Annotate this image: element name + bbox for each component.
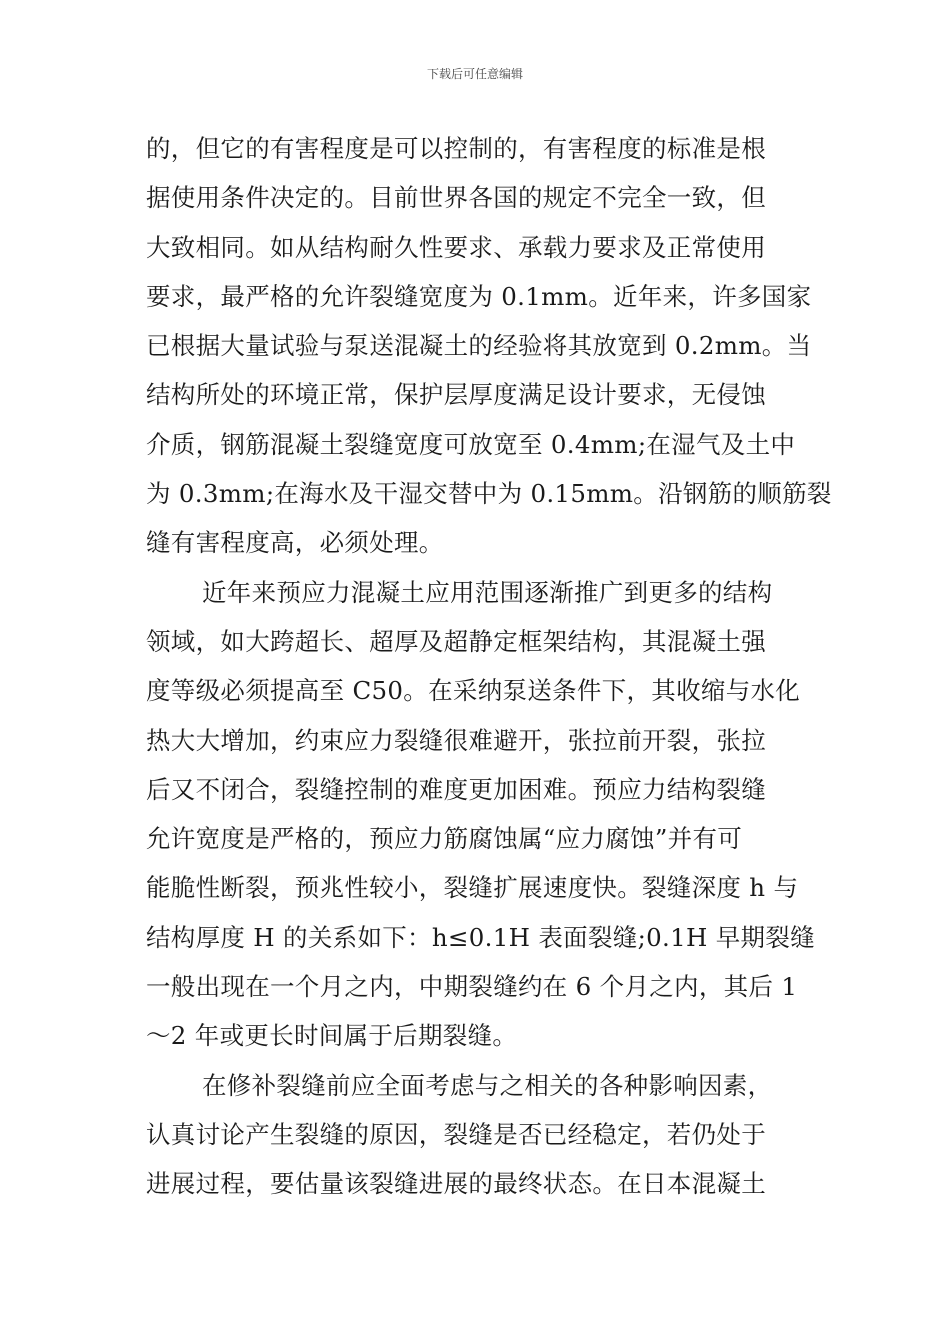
paragraph-1 xyxy=(146,124,832,568)
text-line: 的，但它的有害程度是可以控制的，有害程度的标准是根 xyxy=(146,134,766,163)
text-line: 为 0.3mm;在海水及干湿交替中为 0.15mm。沿钢筋的顺筋裂 xyxy=(146,479,832,509)
text-line: 结构厚度 H 的关系如下：h≤0.1H 表面裂缝;0.1H 早期裂缝 xyxy=(146,922,815,952)
text-line-first: 在修补裂缝前应全面考虑与之相关的各种影响因素， xyxy=(202,1070,773,1100)
text-line-first: 近年来预应力混凝土应用范围逐渐推广到更多的结构 xyxy=(202,577,773,607)
text-line: 据使用条件决定的。目前世界各国的规定不完全一致，但 xyxy=(146,183,766,213)
text-line: 进展过程，要估量该裂缝进展的最终状态。在日本混凝土 xyxy=(146,1169,766,1199)
text-line: 认真讨论产生裂缝的原因，裂缝是否已经稳定，若仍处于 xyxy=(146,1119,766,1149)
text-line: 大致相同。如从结构耐久性要求、承载力要求及正常使用 xyxy=(146,232,766,262)
text-line: 结构所处的环境正常，保护层厚度满足设计要求，无侵蚀 xyxy=(146,380,766,410)
document-body xyxy=(146,124,832,1209)
text-line: 后又不闭合，裂缝控制的难度更加困难。预应力结构裂缝 xyxy=(146,774,766,804)
text-line: 要求，最严格的允许裂缝宽度为 0.1mm。近年来，许多国家 xyxy=(146,281,812,311)
text-line: 已根据大量试验与泵送混凝土的经验将其放宽到 0.2mm。当 xyxy=(146,331,812,361)
text-line: 缝有害程度高，必须处理。 xyxy=(146,528,444,558)
text-line: 度等级必须提高至 C50。在采纳泵送条件下，其收缩与水化 xyxy=(146,676,801,706)
page-header-note: 下载后可任意编辑 xyxy=(426,67,523,81)
text-line: 领域，如大跨超长、超厚及超静定框架结构，其混凝土强 xyxy=(146,626,766,656)
text-line: 能脆性断裂，预兆性较小，裂缝扩展速度快。裂缝深度 h 与 xyxy=(146,873,799,903)
paragraph-3 xyxy=(146,1061,806,1209)
paragraph-2 xyxy=(146,568,815,1061)
text-line: 一般出现在一个月之内，中期裂缝约在 6 个月之内，其后 1 xyxy=(146,972,798,1002)
text-line: 热大大增加，约束应力裂缝很难避开，张拉前开裂，张拉 xyxy=(146,725,766,755)
text-line: ～2 年或更长时间属于后期裂缝。 xyxy=(146,1021,518,1051)
text-line: 允许宽度是严格的，预应力筋腐蚀属“应力腐蚀”并有可 xyxy=(146,824,743,854)
text-line: 介质，钢筋混凝土裂缝宽度可放宽至 0.4mm;在湿气及土中 xyxy=(146,429,796,459)
